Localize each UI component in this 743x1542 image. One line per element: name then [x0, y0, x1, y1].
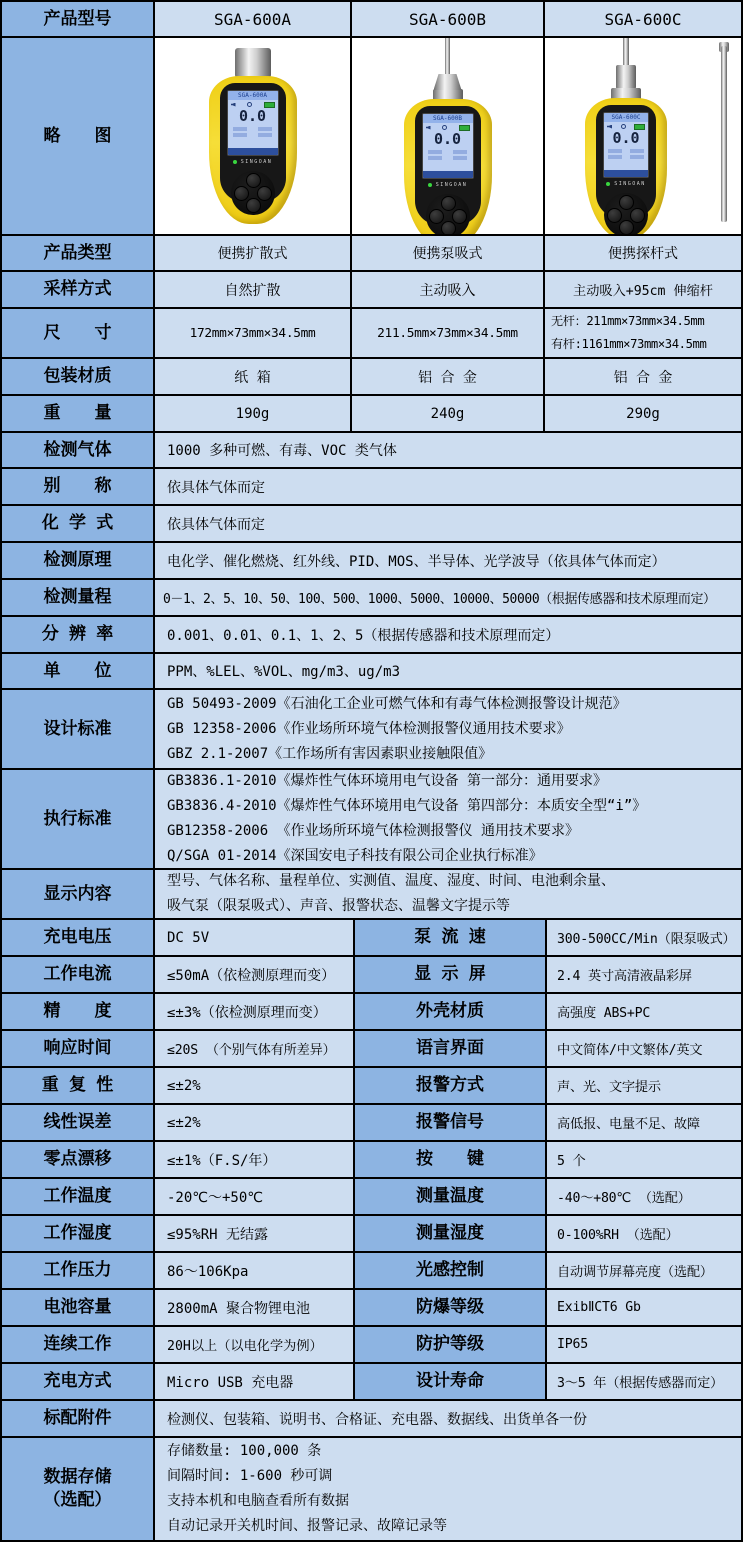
row-label-right: 按 键 [355, 1142, 547, 1179]
device-front-panel [596, 105, 656, 218]
device-screen [227, 90, 279, 156]
value-c: 便携探杆式 [545, 236, 741, 272]
standard-line: GB 12358-2006《作业场所环境气体检测报警仪通用技术要求》 [167, 720, 571, 737]
row-value-right: -40～+80℃ （选配） [547, 1179, 741, 1216]
speaker-icon [231, 103, 236, 107]
display-line: 型号、气体名称、量程单位、实测值、温度、湿度、时间、电池剩余量、 [167, 873, 615, 889]
row-value-left: -20℃～+50℃ [155, 1179, 355, 1216]
row-label-right: 泵 流 速 [355, 920, 547, 957]
row-chemical-formula [2, 506, 741, 543]
row-label-left: 工作湿度 [2, 1216, 155, 1253]
row-value-left: ≤20S （个别气体有所差异） [155, 1031, 355, 1068]
row-label: 重 量 [2, 396, 155, 433]
device-keypad [604, 193, 648, 236]
row-label-left: 线性误差 [2, 1105, 155, 1142]
screen-model-text: SGA-600A [228, 91, 278, 100]
row-alias [2, 469, 741, 506]
probe-cone-icon [434, 74, 462, 90]
row-label: 别 称 [2, 469, 155, 506]
storage-label-line2: （选配） [43, 1490, 112, 1510]
row-detection-range [2, 580, 741, 617]
row-label-left: 充电电压 [2, 920, 155, 957]
screen-model-text: SGA-600C [604, 113, 648, 122]
storage-line: 自动记录开关机时间、报警记录、故障记录等 [167, 1518, 447, 1534]
row-value-right: 0-100%RH （选配） [547, 1216, 741, 1253]
row-standard-accessories [2, 1401, 741, 1438]
row-label: 采样方式 [2, 272, 155, 309]
row-label-right: 防爆等级 [355, 1290, 547, 1327]
row-value-left: 86～106Kpa [155, 1253, 355, 1290]
row-charging-method-design-life [2, 1364, 741, 1401]
row-value-right: 中文简体/中文繁体/英文 [547, 1031, 741, 1068]
row-resolution [2, 617, 741, 654]
row-value-right: 2.4 英寸高清液晶彩屏 [547, 957, 741, 994]
model-name-b: SGA-600B [352, 2, 545, 38]
device-keypad [231, 171, 275, 215]
row-dimensions [2, 309, 741, 359]
row-value-right: 声、光、文字提示 [547, 1068, 741, 1105]
row-product-type [2, 236, 741, 272]
row-value: PPM、%LEL、%VOL、mg/m3、ug/m3 [155, 654, 741, 690]
row-accuracy-shell-material [2, 994, 741, 1031]
device-body [209, 76, 297, 224]
value-b: 240g [352, 396, 545, 433]
row-value [155, 690, 741, 770]
device-front-panel [415, 106, 481, 225]
row-label-left: 工作压力 [2, 1253, 155, 1290]
row-label-left: 充电方式 [2, 1364, 155, 1401]
row-value: 检测仪、包装箱、说明书、合格证、充电器、数据线、出货单各一份 [155, 1401, 741, 1438]
row-label-right: 设计寿命 [355, 1364, 547, 1401]
row-label: 检测原理 [2, 543, 155, 580]
row-value-left: 2800mA 聚合物锂电池 [155, 1290, 355, 1327]
storage-line: 支持本机和电脑查看所有数据 [167, 1493, 349, 1509]
row-value-right: IP65 [547, 1327, 741, 1364]
device-body [585, 98, 667, 236]
row-executive-standard [2, 770, 741, 870]
row-charge-voltage-pump-flow [2, 920, 741, 957]
led-indicator [428, 183, 432, 187]
row-battery-explosion-proof [2, 1290, 741, 1327]
row-value-left: ≤95%RH 无结露 [155, 1216, 355, 1253]
sensor-cap-icon [616, 65, 636, 89]
sketch-row [2, 38, 741, 236]
row-sampling-method [2, 272, 741, 309]
row-label: 标配附件 [2, 1401, 155, 1438]
telescopic-rod-icon [721, 46, 727, 222]
row-value-left: 20H以上（以电化学为例） [155, 1327, 355, 1364]
screen-datetime-bar [423, 171, 473, 178]
row-label: 设计标准 [2, 690, 155, 770]
brand-text: SINGOAN [240, 159, 273, 165]
value-b: 铝 合 金 [352, 359, 545, 396]
row-working-temp-measure-temp [2, 1179, 741, 1216]
speaker-icon [426, 126, 431, 130]
row-value-left: ≤±2% [155, 1068, 355, 1105]
row-label [2, 1438, 155, 1540]
row-label-left: 工作温度 [2, 1179, 155, 1216]
row-repeatability-alarm-mode [2, 1068, 741, 1105]
standard-line: GB12358-2006 《作业场所环境气体检测报警仪 通用技术要求》 [167, 823, 580, 839]
dimension-no-rod: 无杆：211mm×73mm×34.5mm [551, 314, 705, 328]
row-packaging [2, 359, 741, 396]
row-label: 包装材质 [2, 359, 155, 396]
standard-line: GB3836.4-2010《爆炸性气体环境用电气设备 第四部分：本质安全型“i”》 [167, 798, 647, 814]
row-label-left: 精 度 [2, 994, 155, 1031]
device-body [404, 99, 492, 236]
row-value-right: 高低报、电量不足、故障 [547, 1105, 741, 1142]
row-label-right: 光感控制 [355, 1253, 547, 1290]
row-value: 电化学、催化燃烧、红外线、PID、MOS、半导体、光学波导（依具体气体而定） [155, 543, 741, 580]
storage-line: 间隔时间: 1-600 秒可调 [167, 1468, 333, 1484]
value-c: 主动吸入+95cm 伸缩杆 [545, 272, 741, 309]
row-working-pressure-light-control [2, 1253, 741, 1290]
sensor-cap-icon [235, 48, 271, 78]
product-photo-cell-a [155, 38, 352, 236]
brand-text: SINGOAN [435, 182, 468, 188]
storage-line: 存储数量: 100,000 条 [167, 1443, 322, 1459]
value-a: 纸 箱 [155, 359, 352, 396]
screen-reading: 0.0 [238, 107, 267, 125]
row-value-left: ≤±1%（F.S/年） [155, 1142, 355, 1179]
screen-model-text: SGA-600B [423, 114, 473, 123]
value-a: 自然扩散 [155, 272, 352, 309]
row-label-right: 报警方式 [355, 1068, 547, 1105]
row-label: 显示内容 [2, 870, 155, 920]
row-value [155, 770, 741, 870]
row-label: 产品类型 [2, 236, 155, 272]
row-value-left: ≤±3%（依检测原理而变） [155, 994, 355, 1031]
device-photo-sga-600b [404, 38, 492, 236]
row-value [155, 870, 741, 920]
row-detected-gas [2, 433, 741, 469]
standard-line: GB3836.1-2010《爆炸性气体环境用电气设备 第一部分：通用要求》 [167, 773, 608, 789]
row-label-left: 响应时间 [2, 1031, 155, 1068]
row-value-left: DC 5V [155, 920, 355, 957]
row-working-current-display [2, 957, 741, 994]
row-display-content [2, 870, 741, 920]
value-a: 便携扩散式 [155, 236, 352, 272]
row-working-humidity-measure-humidity [2, 1216, 741, 1253]
led-indicator [606, 182, 610, 186]
row-linearity-alarm-signal [2, 1105, 741, 1142]
header-row [2, 2, 741, 38]
row-label: 单 位 [2, 654, 155, 690]
value-b: 便携泵吸式 [352, 236, 545, 272]
device-front-panel [220, 83, 286, 202]
device-photo-sga-600a [209, 48, 297, 224]
row-label: 执行标准 [2, 770, 155, 870]
model-name-c: SGA-600C [545, 2, 741, 38]
row-label-left: 零点漂移 [2, 1142, 155, 1179]
row-value: 1000 多种可燃、有毒、VOC 类气体 [155, 433, 741, 469]
row-value: 依具体气体而定 [155, 469, 741, 506]
value-c [545, 309, 741, 359]
row-response-time-language [2, 1031, 741, 1068]
row-unit [2, 654, 741, 690]
value-c: 铝 合 金 [545, 359, 741, 396]
device-screen [603, 112, 649, 178]
standard-line: Q/SGA 01-2014《深国安电子科技有限公司企业执行标准》 [167, 848, 543, 864]
row-label: 检测气体 [2, 433, 155, 469]
value-b: 211.5mm×73mm×34.5mm [352, 309, 545, 359]
screen-datetime-bar [228, 148, 278, 155]
row-weight [2, 396, 741, 433]
row-value-right: ExibⅡCT6 Gb [547, 1290, 741, 1327]
led-indicator [233, 160, 237, 164]
screen-reading: 0.0 [612, 129, 640, 147]
row-value-left: ≤±2% [155, 1105, 355, 1142]
row-label-right: 测量温度 [355, 1179, 547, 1216]
row-value: 0－1、2、5、10、50、100、500、1000、5000、10000、50000（根据传感器和技术原理而定） [155, 580, 741, 617]
row-zero-drift-buttons [2, 1142, 741, 1179]
device-photo-sga-600c [585, 38, 667, 236]
row-value [155, 1438, 741, 1540]
value-c: 290g [545, 396, 741, 433]
row-label: 尺 寸 [2, 309, 155, 359]
screen-reading: 0.0 [433, 130, 462, 148]
row-label: 检测量程 [2, 580, 155, 617]
display-line: 吸气泵（限泵吸式）、声音、报警状态、温馨文字提示等 [167, 898, 510, 914]
row-value-right: 5 个 [547, 1142, 741, 1179]
speaker-icon [607, 125, 612, 129]
row-value: 0.001、0.01、0.1、1、2、5（根据传感器和技术原理而定） [155, 617, 741, 654]
row-continuous-work-protection [2, 1327, 741, 1364]
row-detection-principle [2, 543, 741, 580]
row-value-right: 300-500CC/Min（限泵吸式） [547, 920, 741, 957]
row-value-right: 自动调节屏幕亮度（选配） [547, 1253, 741, 1290]
row-value-right: 3～5 年（根据传感器而定） [547, 1364, 741, 1401]
row-label-right: 显 示 屏 [355, 957, 547, 994]
row-value-right: 高强度 ABS+PC [547, 994, 741, 1031]
row-label-right: 测量湿度 [355, 1216, 547, 1253]
row-label: 化 学 式 [2, 506, 155, 543]
probe-rod-icon [445, 38, 450, 74]
probe-rod-icon [623, 38, 629, 66]
row-label-right: 防护等级 [355, 1327, 547, 1364]
standard-line: GBZ 2.1-2007《工作场所有害因素职业接触限值》 [167, 745, 493, 762]
row-label-right: 语言界面 [355, 1031, 547, 1068]
row-value-left: ≤50mA（依检测原理而变） [155, 957, 355, 994]
brand-text: SINGOAN [614, 181, 646, 187]
product-photo-cell-c [545, 38, 741, 236]
row-label-left: 连续工作 [2, 1327, 155, 1364]
header-label: 产品型号 [2, 2, 155, 38]
sketch-label: 略 图 [2, 38, 155, 236]
row-label-left: 重 复 性 [2, 1068, 155, 1105]
value-b: 主动吸入 [352, 272, 545, 309]
row-value-left: Micro USB 充电器 [155, 1364, 355, 1401]
row-label-right: 外壳材质 [355, 994, 547, 1031]
standard-line: GB 50493-2009《石油化工企业可燃气体和有毒气体检测报警设计规范》 [167, 695, 627, 712]
brand-row [220, 159, 286, 165]
device-keypad [426, 194, 470, 236]
value-a: 172mm×73mm×34.5mm [155, 309, 352, 359]
row-label: 分 辨 率 [2, 617, 155, 654]
row-label-left: 工作电流 [2, 957, 155, 994]
row-data-storage [2, 1438, 741, 1540]
product-photo-cell-b [352, 38, 545, 236]
row-label-right: 报警信号 [355, 1105, 547, 1142]
screen-info-rows [228, 127, 278, 131]
value-a: 190g [155, 396, 352, 433]
device-screen [422, 113, 474, 179]
storage-label-line1: 数据存储 [43, 1467, 112, 1488]
row-value: 依具体气体而定 [155, 506, 741, 543]
row-label-left: 电池容量 [2, 1290, 155, 1327]
model-name-a: SGA-600A [155, 2, 352, 38]
dimension-with-rod: 有杆:1161mm×73mm×34.5mm [551, 337, 707, 351]
screen-datetime-bar [604, 170, 648, 177]
row-design-standard [2, 690, 741, 770]
